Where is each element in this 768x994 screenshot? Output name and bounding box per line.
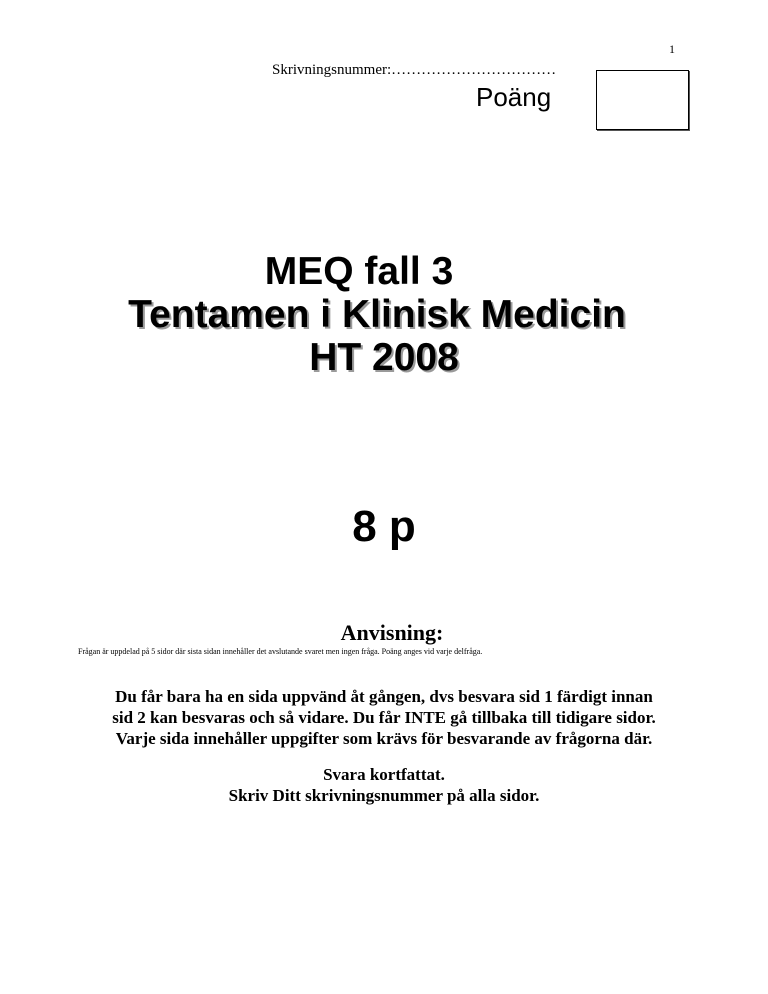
exam-number-line <box>272 62 556 79</box>
title-line-case: MEQ fall 3 <box>264 250 454 293</box>
title-line-exam: Tentamen i Klinisk Medicin <box>128 293 626 336</box>
instructions-rules <box>0 686 768 749</box>
instructions-note: Frågan är uppdelad på 5 sidor där sista sidan innehåller det avslutande svaret men ingen fråga. Poäng anges vid varje delfråga. <box>78 647 483 656</box>
rule-line: sid 2 kan besvaras och så vidare. Du får INTE gå tillbaka till tidigare sidor. <box>112 708 656 727</box>
instructions-closing <box>0 764 768 806</box>
closing-line: Svara kortfattat. <box>323 765 445 784</box>
rule-line: Du får bara ha en sida uppvänd åt gången, dvs besvara sid 1 färdigt innan <box>115 687 653 706</box>
exam-number-label: Skrivningsnummer: <box>272 62 392 78</box>
rule-line: Varje sida innehåller uppgifter som krävs för besvarande av frågorna där. <box>115 729 653 748</box>
instructions-heading: Anvisning: <box>340 620 444 645</box>
exam-number-field[interactable]: …………………………… <box>391 62 557 78</box>
points-label: Poäng <box>476 82 552 112</box>
page-number: 1 <box>669 42 675 56</box>
points-box[interactable] <box>596 70 689 130</box>
exam-title <box>0 250 768 379</box>
title-line-term: HT 2008 <box>309 336 459 379</box>
closing-line: Skriv Ditt skrivningsnummer på alla sidor. <box>228 786 540 805</box>
total-points: 8 p <box>352 502 416 551</box>
